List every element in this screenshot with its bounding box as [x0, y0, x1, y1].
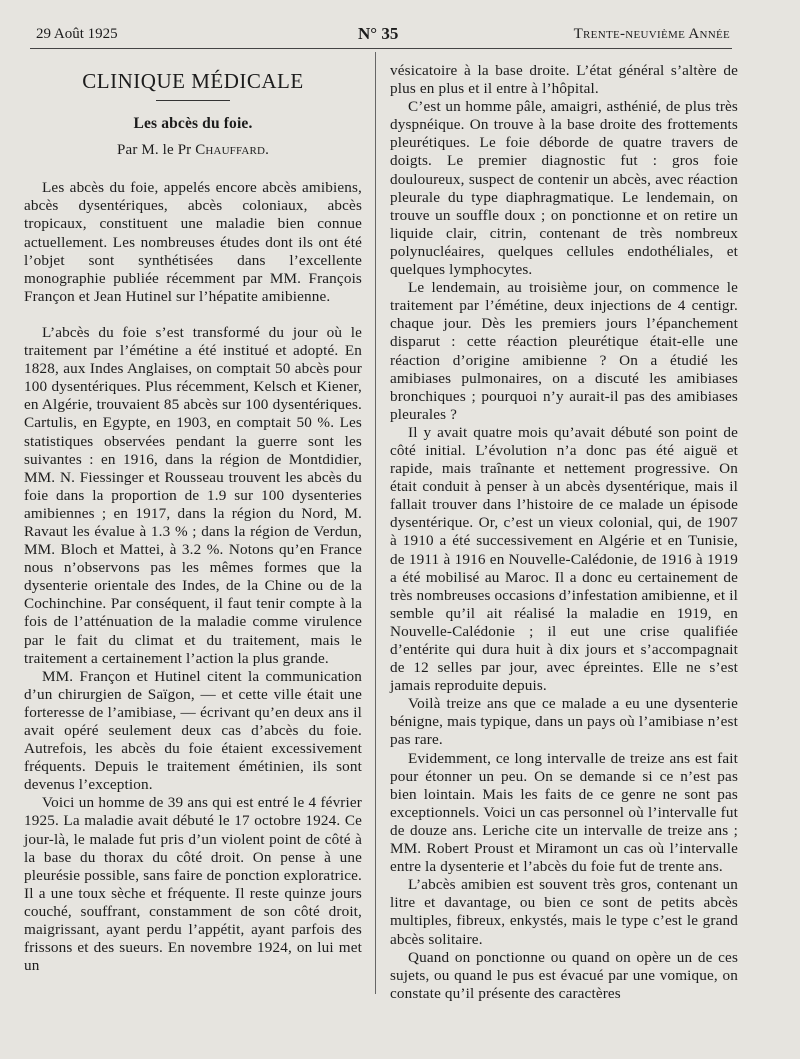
page-header [36, 26, 730, 48]
paragraph: L’abcès amibien est souvent très gros, contenant un litre et davantage, ou bien ce sont de petits abcès multiples, fibreux, enkystés, mais le type c’est le grand abcès solitaire. [390, 876, 738, 948]
paragraph: Evidemment, ce long intervalle de treize ans est fait pour étonner un peu. On se demande si ce n’est pas bien lointain. Mais les faits de ce genre ne sont pas exceptionnels. Voici un cas personnel où l’intervalle fut de douze ans. Leriche cite un intervalle de treize ans ; MM. Robert Proust et Miramont un cas où l’intervalle entre la dysenterie et l’abcès du foie fut de trente ans. [390, 749, 738, 876]
column-divider [375, 52, 376, 994]
paragraph: MM. Françon et Hutinel citent la communication d’un chirurgien de Saïgon, — et cette ville était une forteresse de l’amibiase, — écrivant qu’en deux ans il avait opéré seulement deux cas d’abcès du foie. Autrefois, les abcès du foie étaient excessivement fréquents. Depuis le traitement émétinien, ils sont devenus l’exception. [24, 667, 362, 794]
paragraph: vésicatoire à la base droite. L’état général s’altère de plus en plus et il entre à l’hôpital. [390, 62, 738, 98]
issue-number: N° 35 [358, 24, 399, 43]
paragraph: Voici un homme de 39 ans qui est entré le 4 février 1925. La maladie avait débuté le 17 octobre 1924. Ce jour-là, le malade fut pris d’un violent point de côté à la base du thorax du côté droit. On pense à une pleurésie possible, sans faire de ponction exploratrice. Il a une toux sèche et fréquente. Il reste quinze jours couché, souffrant, constamment de son côté droit, maigrissant, ayant perdu l’appétit, ayant parfois des frissons et des sueurs. En novembre 1924, on lui met un [24, 794, 362, 975]
left-column [24, 62, 362, 975]
paragraph-gap [24, 306, 362, 324]
paragraph: C’est un homme pâle, amaigri, asthénié, de plus très dyspnéique. On trouve à la base droite des frottements pleurétiques. Le foie déborde de quatre travers de doigts. Le premier diagnostic fut : gros foie douloureux, suspect de contenir un abcès, avec réaction pleurale du type diaphragmatique. Le lendemain, on trouve un souffle doux ; on ponctionne et on retire un liquide clair, citrin, contenant de très nombreux polynucléaires, quelques cellules endothéliales, et quelques lymphocytes. [390, 98, 738, 279]
author-name: Chauffard. [195, 142, 269, 159]
section-title: CLINIQUE MÉDICALE [82, 69, 304, 93]
right-column [390, 62, 738, 1003]
paragraph: Quand on ponctionne ou quand on opère un de ces sujets, ou quand le pus est évacué par une vomique, on constate qu’il présente des caractères [390, 948, 738, 1002]
paragraph: Les abcès du foie, appelés encore abcès amibiens, abcès dysentériques, abcès coloniaux, abcès tropicaux, constituent une maladie bien connue actuellement. Les nombreuses études dont ils ont été l’objet sont synthétisées dans l’excellente monographie publiée récemment par MM. François Françon et Jean Hutinel sur l’hépatite amibienne. [24, 179, 362, 305]
paragraph: Il y avait quatre mois qu’avait débuté son point de côté initial. L’évolution n’a donc pas été aiguë et rapide, mais traînante et nettement progressive. On était conduit à penser à un abcès dysentérique, mais il fallait trouver dans l’histoire de ce malade un épisode dysentérique. Or, c’est un vieux colonial, qui, de 1907 à 1910 a été successivement en Algérie et en Tunisie, de 1911 à 1916 en Nouvelle-Calédonie, de 1916 à 1919 a été mobilisé au Maroc. Il a donc eu certainement de très nombreuses occasions d’infestation amibienne, et il semble qu’il ait réalisé la maladie en 1919, en Nouvelle-Calédonie ; il eut une crise qualifiée d’entérite qui dura huit à dix jours et s’accompagnait de 12 selles par jour, avec épreintes. Elle ne s’est jamais reproduite depuis. [390, 423, 738, 695]
author-prefix: Par M. le Pr [117, 142, 196, 159]
paragraph: L’abcès du foie s’est transformé du jour où le traitement par l’émétine a été institué et adopté. En 1828, aux Indes Anglaises, on comptait 50 abcès pour 100 dysentériques. Plus récemment, Kelsch et Kiener, en Algérie, trouvaient 85 abcès sur 100 dysentériques. Cartulis, en Egypte, en 1903, en comptait 50 %. Les statistiques observées pendant la guerre sont les suivantes : en 1916, dans la région de Montdidier, MM. N. Fiessinger et Rousseau trouvent les abcès du foie dans la proportion de 1.9 sur 100 dysenteries amibiennes ; en 1917, dans la région du Nord, M. Ravaut les évalue à 1.3 % ; dans la région de Verdun, MM. Bloch et Mattei, à 3.2 %. Notons qu’en France nous n’observons pas les mêmes formes que la dysenterie orientale des Indes, de la Chine ou de la Cochinchine. Par conséquent, il faut tenir compte à la fois de l’atténuation de la maladie comme virulence par le fait du climat et du traitement, mais le traitement a certainement l’action la plus grande. [24, 323, 362, 667]
paragraph: Le lendemain, au troisième jour, on commence le traitement par l’émétine, deux injections de 4 centigr. chaque jour. Dès les premiers jours l’épanchement disparut : cette réaction pleurétique était-elle une réaction d’origine amibienne ? On a étudié les amibiases pulmonaires, on a discuté les amibiases bronchiques ; pourquoi n’y aurait-il pas des amibiases pleurales ? [390, 279, 738, 423]
issue-date: 29 Août 1925 [36, 26, 118, 42]
author-line [24, 141, 362, 159]
title-rule [156, 100, 230, 101]
paragraph: Voilà treize ans que ce malade a eu une dysenterie bénigne, mais typique, dans un pays où l’amibiase n’est pas rare. [390, 695, 738, 749]
article-title: Les abcès du foie. [133, 115, 253, 133]
volume-year: Trente-neuvième Année [573, 26, 730, 42]
header-rule [30, 48, 732, 49]
